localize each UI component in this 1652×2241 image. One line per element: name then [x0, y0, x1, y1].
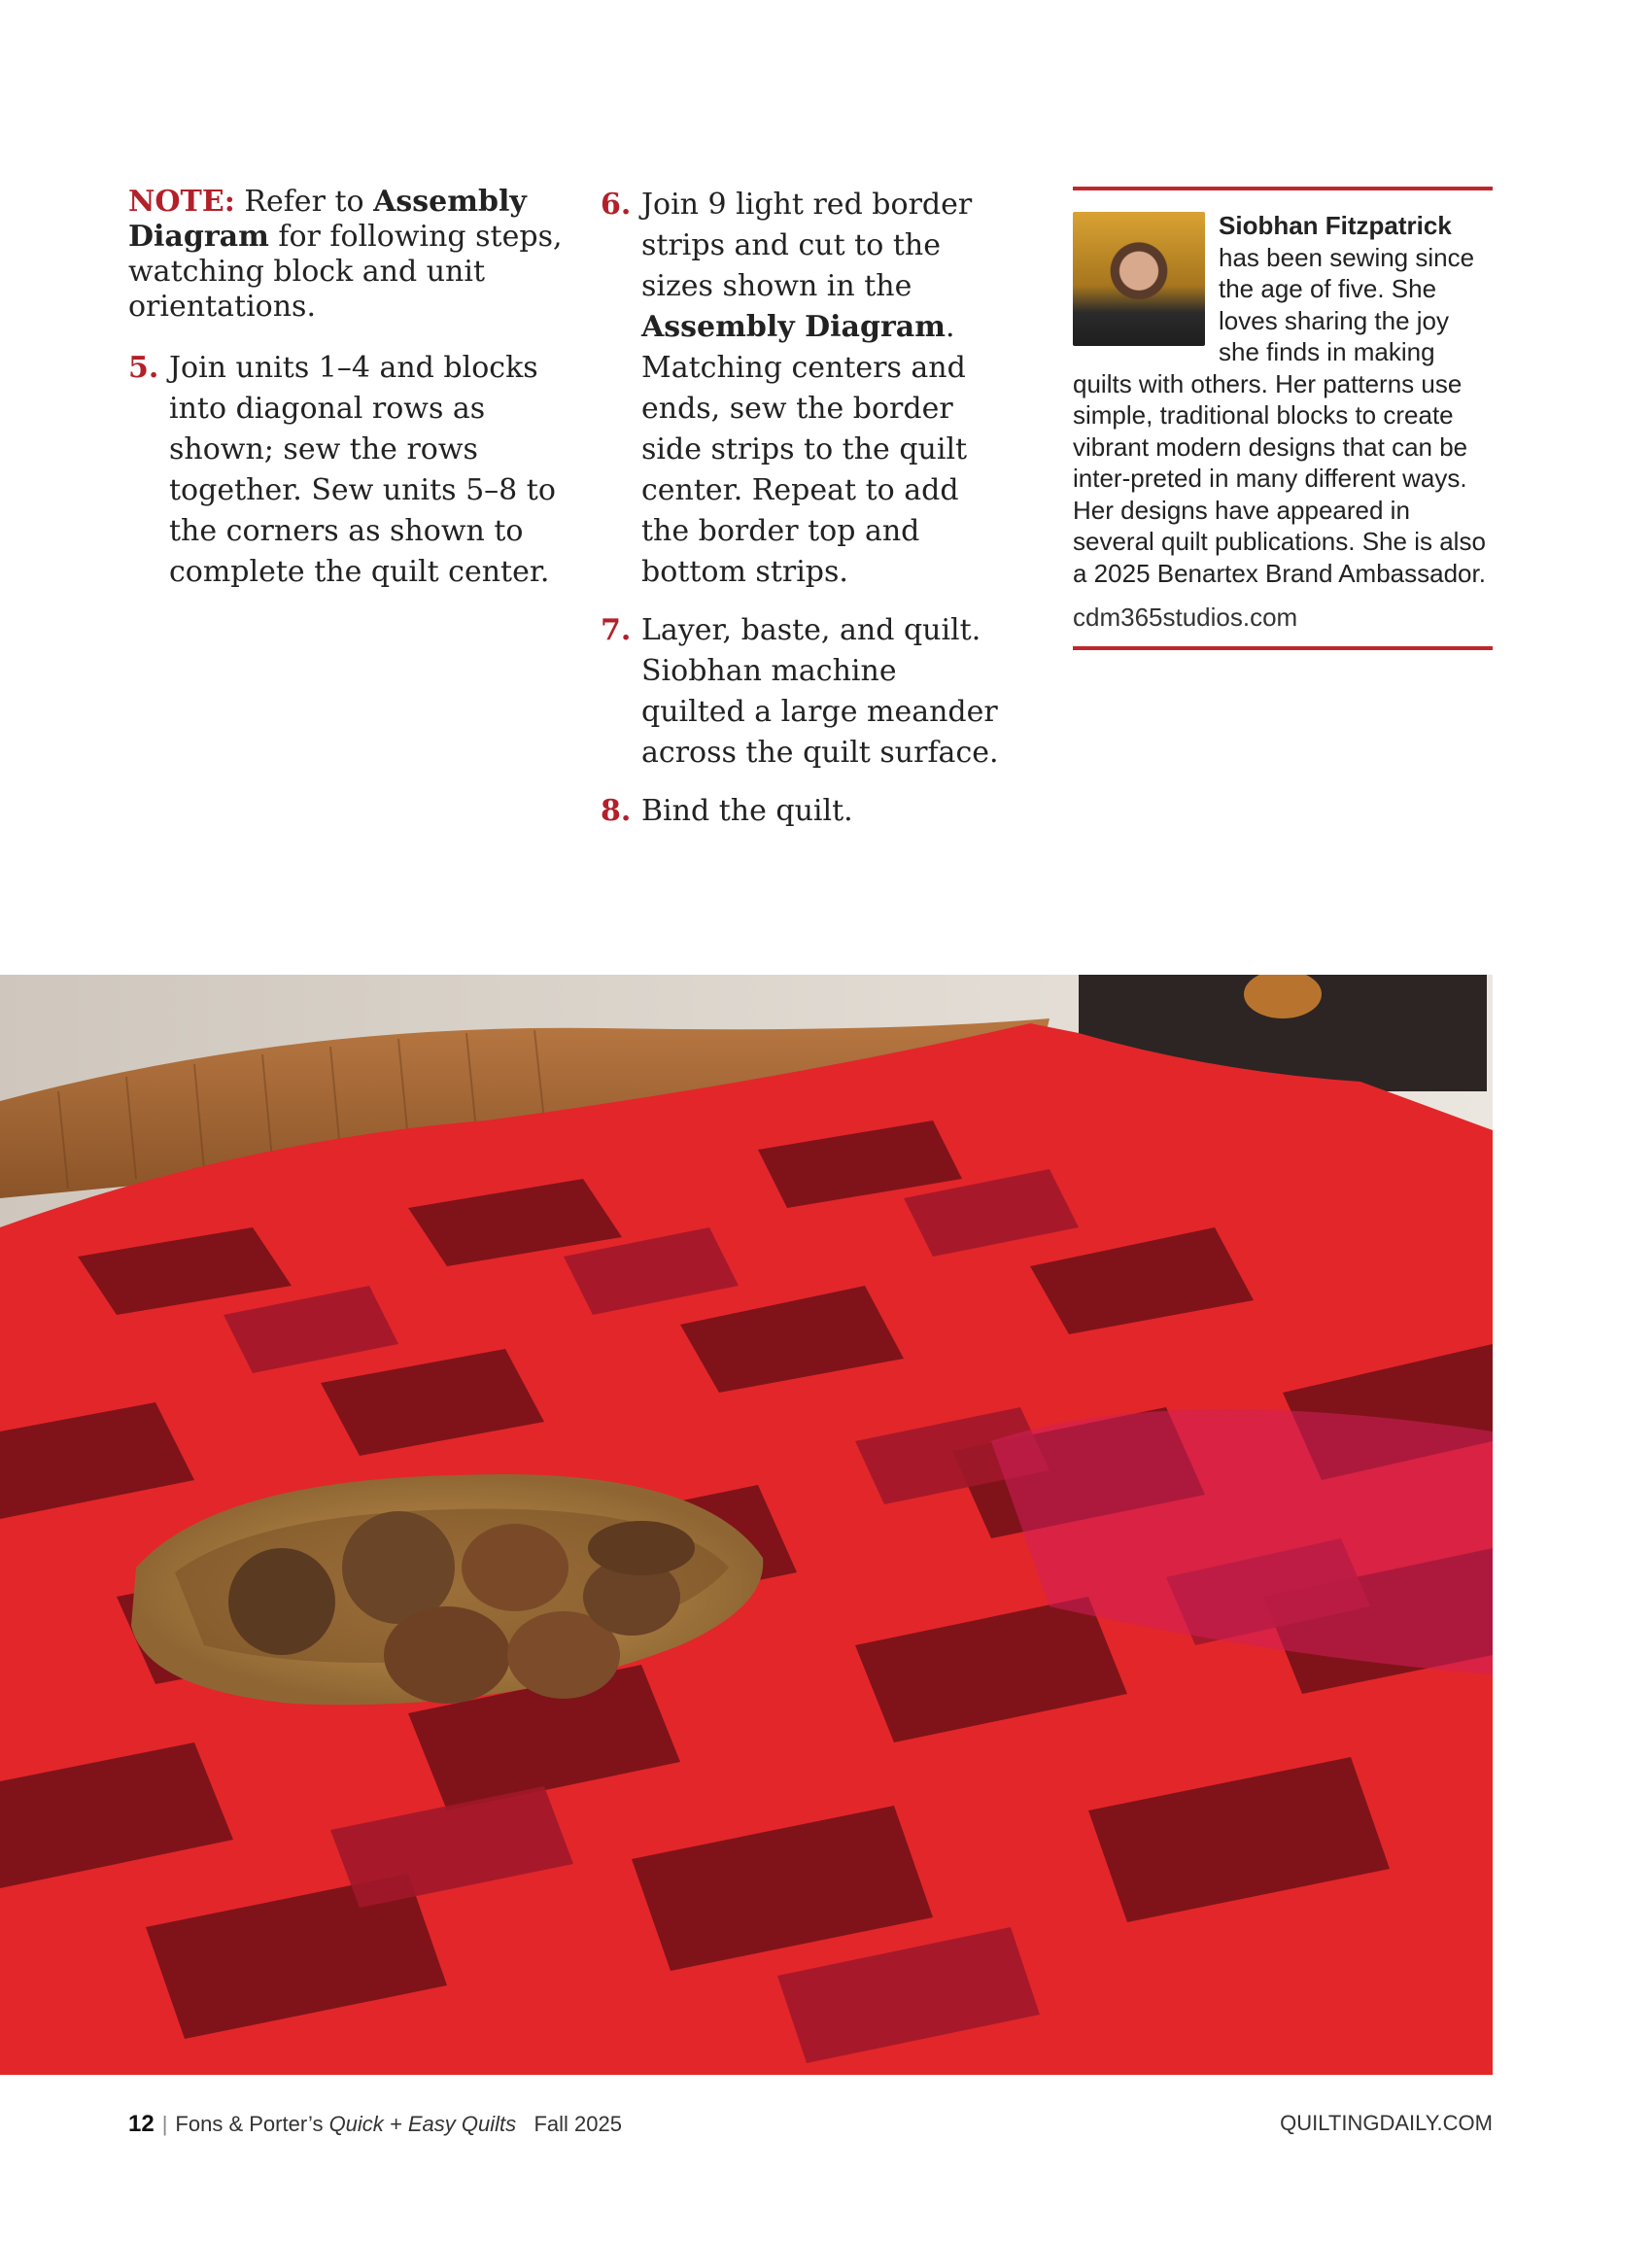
- step-text: Bind the quilt.: [641, 794, 853, 828]
- quilt-photo: [0, 975, 1493, 2075]
- note-text-1: Refer to: [234, 185, 374, 219]
- publication-title: Quick + Easy Quilts: [328, 2112, 517, 2136]
- designer-website[interactable]: cdm365studios.com: [1073, 603, 1298, 632]
- issue-label: Fall 2025: [533, 2112, 622, 2136]
- step-bold: Assembly Diagram: [641, 310, 946, 344]
- step-number: 5.: [128, 351, 159, 385]
- bio-bottom-rule: [1073, 646, 1493, 650]
- step-text: Join units 1–4 and blocks into diagonal rows as shown; sew the rows together. Sew units 5–8 to the corners as shown to complete the quilt center.: [169, 351, 556, 589]
- designer-portrait: [1073, 212, 1205, 346]
- text-column-1: [128, 185, 570, 610]
- step-8: [601, 791, 1009, 832]
- designer-bio: [1073, 187, 1493, 650]
- step-text: Layer, baste, and quilt. Siobhan machine quilted a large meander across the quilt surface.: [641, 613, 999, 770]
- note-label: NOTE:: [128, 185, 235, 219]
- note-bold: Assembly Diagram: [128, 185, 527, 254]
- footer-separator: |: [161, 2112, 168, 2136]
- text-column-2: [601, 185, 1009, 849]
- page-number: 12: [128, 2111, 155, 2137]
- step-7: [601, 610, 1009, 774]
- publication-prefix: Fons & Porter’s: [175, 2112, 329, 2136]
- step-number: 7.: [601, 613, 632, 647]
- bio-body: has been sewing since the age of five. She loves sharing the joy she finds in making quilts with others. Her patterns use simple, traditional blocks to create vibrant modern designs that can be inter-preted in many different ways. Her designs have appeared in several quilt publications. She is also a 2025 Benartex Brand Ambassador.: [1073, 242, 1486, 588]
- step-text-after: . Matching centers and ends, sew the border side strips to the quilt center. Repeat to add the border top and bottom strips.: [641, 310, 968, 589]
- bio-top-rule: [1073, 187, 1493, 190]
- note-paragraph: [128, 185, 570, 325]
- page-footer: [0, 2111, 1652, 2150]
- step-6: [601, 185, 1009, 593]
- step-number: 6.: [601, 188, 632, 222]
- step-5: [128, 348, 570, 593]
- quilt-photo-illustration: [0, 975, 1493, 2075]
- bio-text: [1073, 210, 1493, 589]
- step-text-before: Join 9 light red border strips and cut to the sizes shown in the: [641, 188, 973, 303]
- website-label[interactable]: QUILTINGDAILY.COM: [1280, 2111, 1493, 2135]
- step-number: 8.: [601, 794, 632, 828]
- note-text-2: for following steps, watching block and unit orientations.: [128, 220, 563, 324]
- footer-left: [128, 2111, 622, 2138]
- designer-name: Siobhan Fitzpatrick: [1219, 211, 1452, 240]
